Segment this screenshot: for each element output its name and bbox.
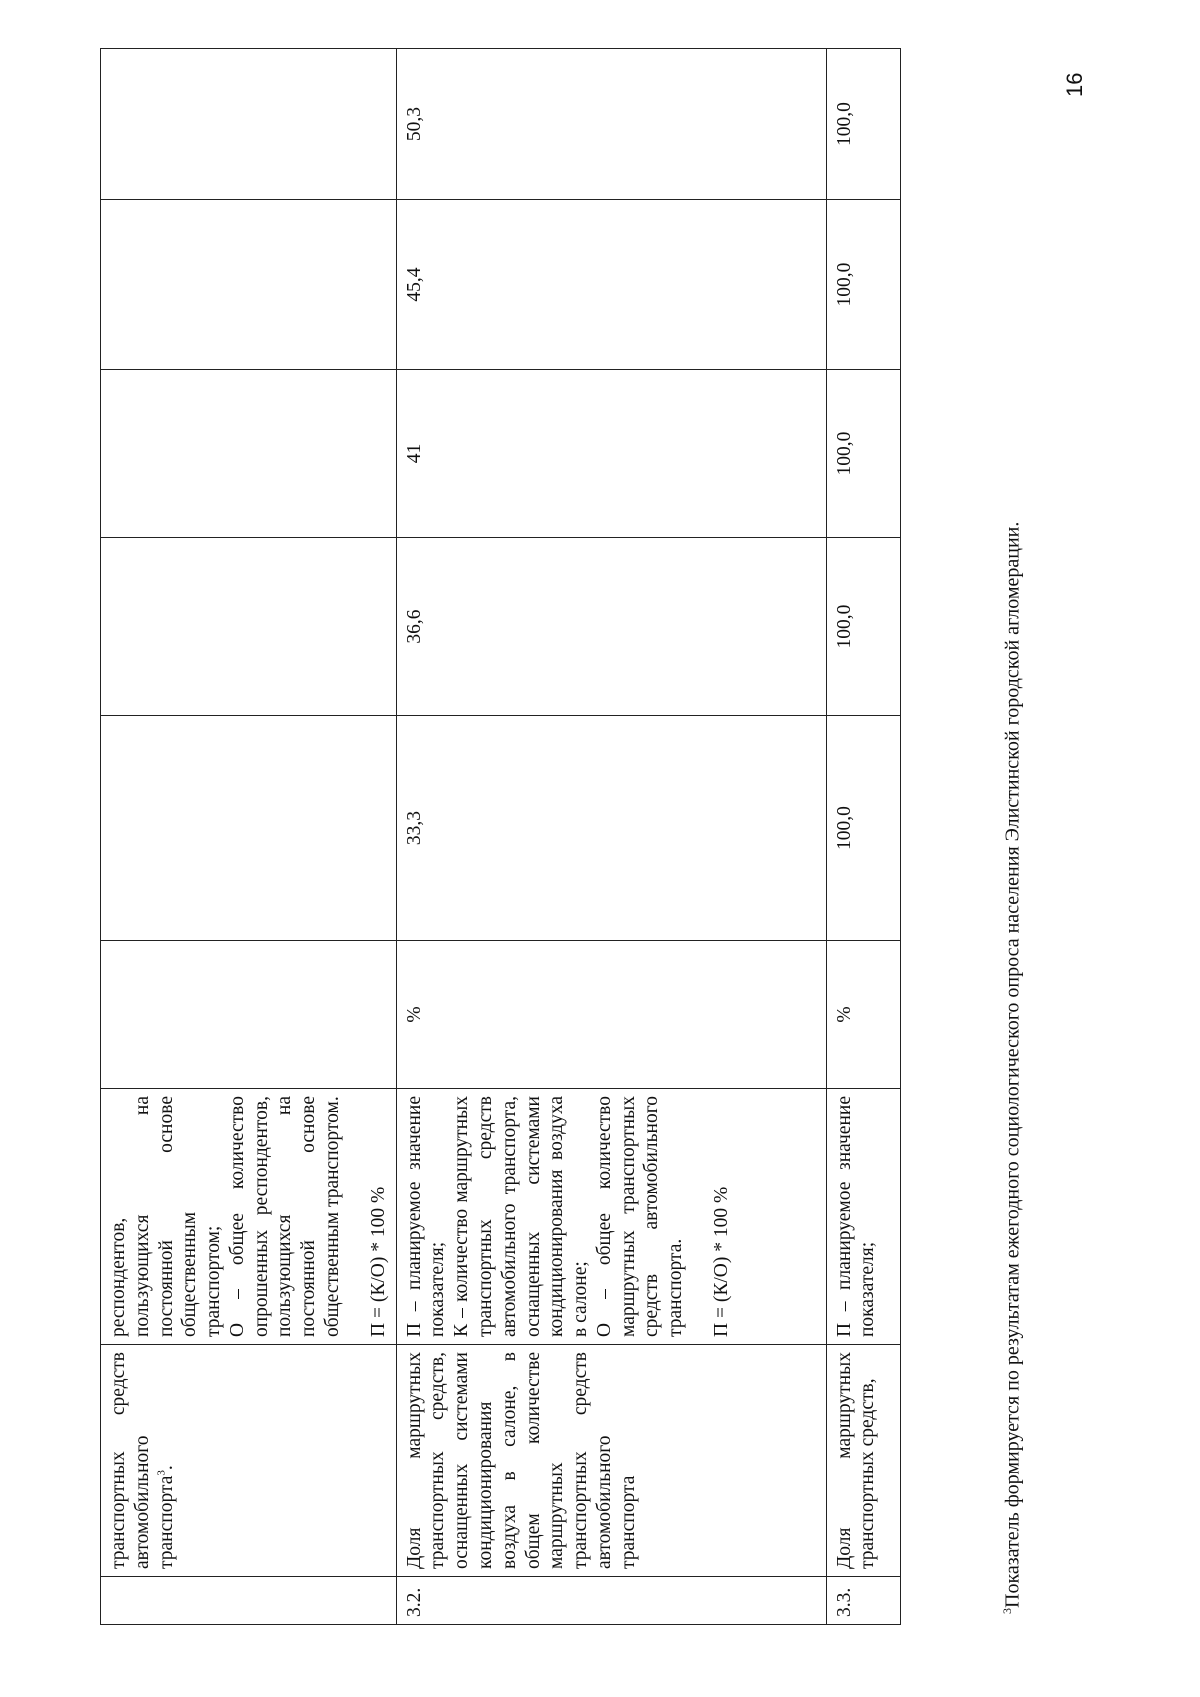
indicator-name: транспортных средств автомобильного транспорта$^3$. xyxy=(101,1345,397,1577)
value-cell: 100,0 xyxy=(826,49,900,200)
page-number: 16 xyxy=(1062,72,1087,97)
table-row xyxy=(101,49,397,1625)
value-cell: 36,6 xyxy=(396,538,826,716)
value-cell: 41 xyxy=(396,370,826,538)
calculation-method xyxy=(101,1089,397,1345)
table-row xyxy=(826,49,900,1625)
value-cell: 100,0 xyxy=(826,200,900,370)
footnote xyxy=(1000,164,1025,1614)
calculation-method xyxy=(396,1089,826,1345)
unit-cell xyxy=(101,941,397,1089)
unit-cell: % xyxy=(396,941,826,1089)
table-row xyxy=(396,49,826,1625)
value-cell: 33,3 xyxy=(396,716,826,941)
value-cell: 45,4 xyxy=(396,200,826,370)
footnote-marker: 3 xyxy=(1000,1608,1014,1614)
row-number xyxy=(101,1577,397,1625)
calculation-method xyxy=(826,1089,900,1345)
indicators-table xyxy=(100,48,901,1625)
value-cell xyxy=(101,716,397,941)
formula-line: респондентов, пользующихся на постоянной основе общественным транспортом; xyxy=(108,1096,225,1337)
formula-line: П – планируемое значение показателя; xyxy=(403,1096,449,1337)
formula-line: О – общее количество маршрутных транспортных средств автомобильного транспорта. xyxy=(593,1096,687,1337)
indicator-name: Доля маршрутных транспортных средств, оснащенных системами кондиционирования воздуха в салоне, в общем количестве маршрутных транспортных средств автомобильного транспорта xyxy=(396,1345,826,1577)
row-number: 3.2. xyxy=(396,1577,826,1625)
row-number: 3.3. xyxy=(826,1577,900,1625)
value-cell: 100,0 xyxy=(826,538,900,716)
formula-line: П – планируемое значение показателя; xyxy=(833,1096,879,1337)
value-cell: 100,0 xyxy=(826,370,900,538)
formula-line: К – количество маршрутных транспортных средств автомобильного транспорта, оснащенных системами кондиционирования воздуха в салоне; xyxy=(451,1096,592,1337)
value-cell: 50,3 xyxy=(396,49,826,200)
formula-expression: П = (К/О) * 100 % xyxy=(710,1186,732,1337)
value-cell xyxy=(101,200,397,370)
value-cell xyxy=(101,49,397,200)
formula-expression: П = (К/О) * 100 % xyxy=(367,1186,389,1337)
formula-line: О – общее количество опрошенных респондентов, пользующихся на постоянной основе общественным транспортом. xyxy=(226,1096,344,1337)
value-cell: 100,0 xyxy=(826,716,900,941)
unit-cell: % xyxy=(826,941,900,1089)
footnote-text: Показатель формируется по результатам ежегодного социологического опроса населения Элистинской городской агломерации. xyxy=(1001,521,1024,1608)
indicator-name: Доля маршрутных транспортных средств, xyxy=(826,1345,900,1577)
value-cell xyxy=(101,538,397,716)
value-cell xyxy=(101,370,397,538)
